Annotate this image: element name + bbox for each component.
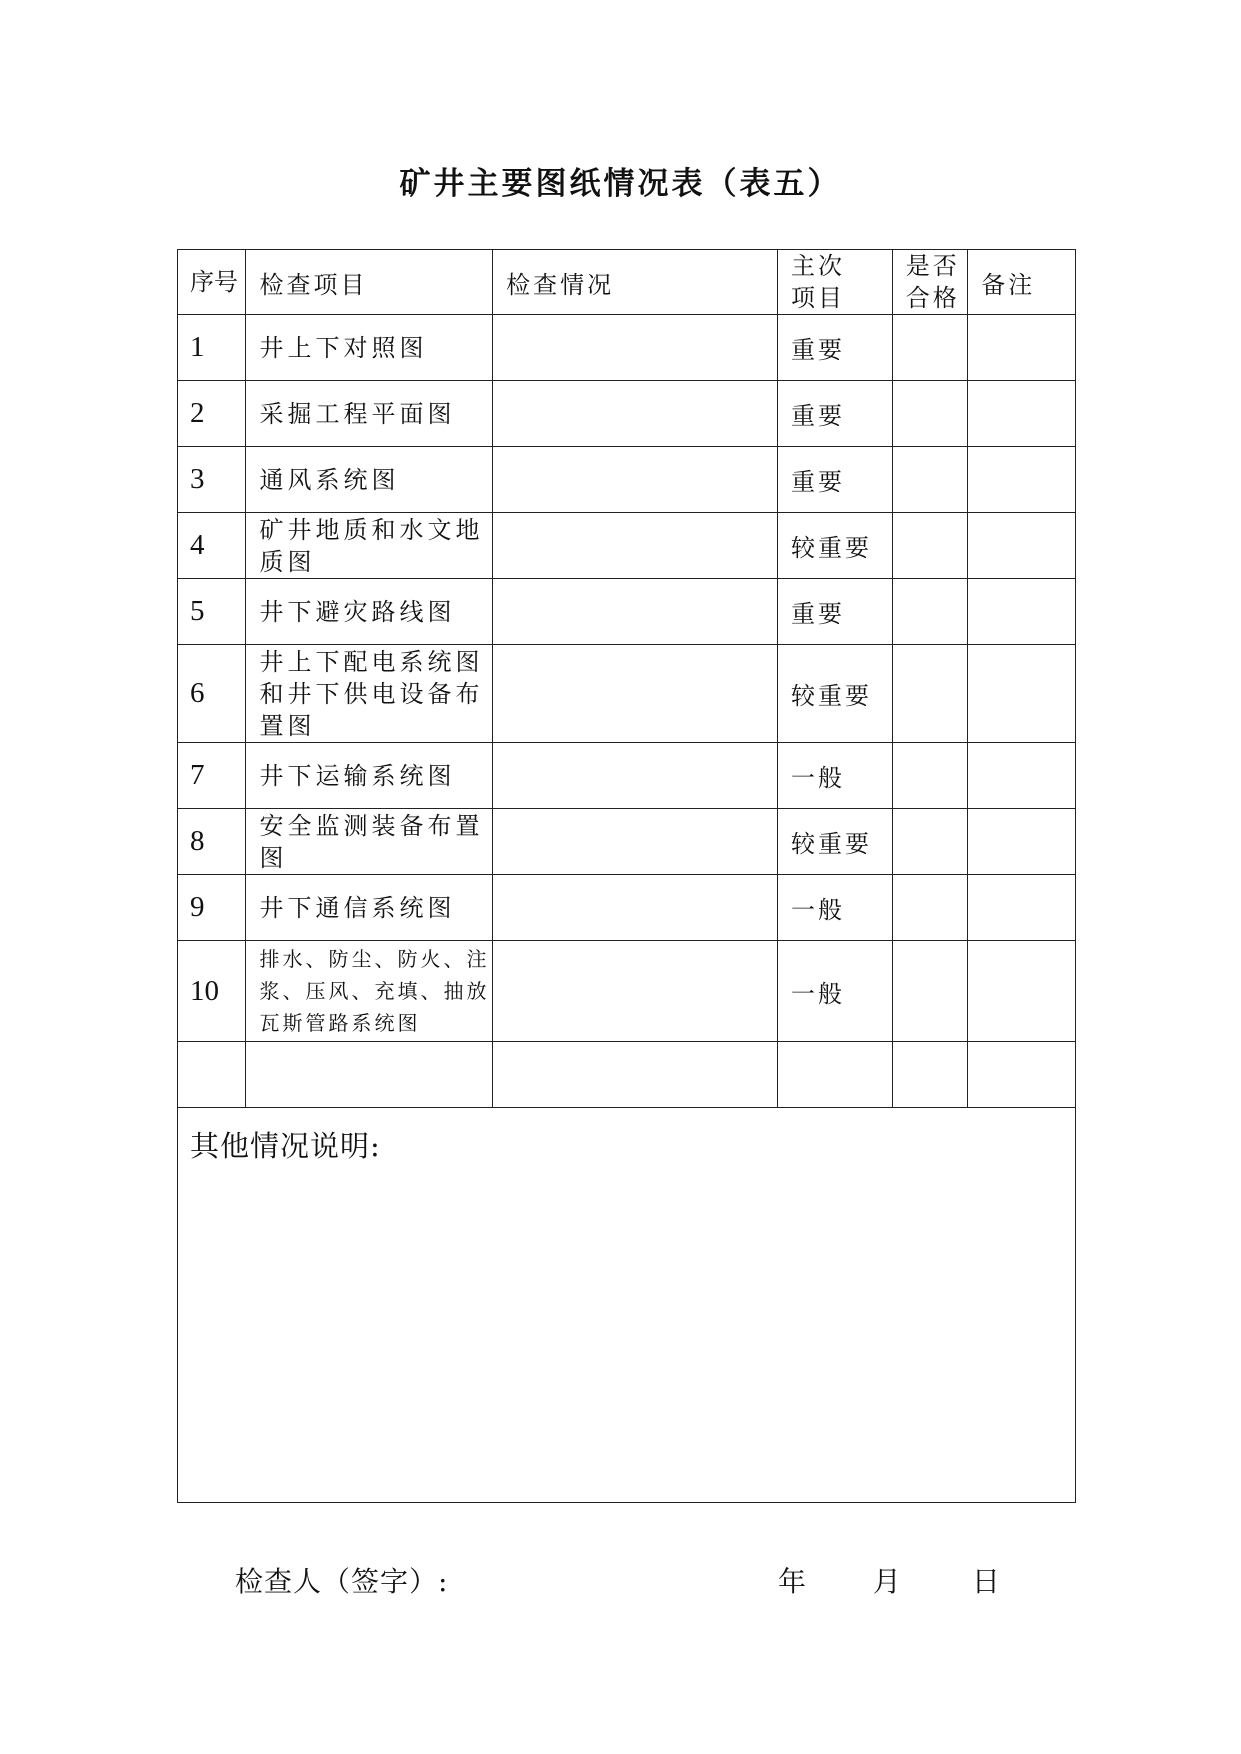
row-remark-field[interactable] — [968, 941, 1076, 1042]
row-type: 一般 — [777, 941, 892, 1042]
row-qualified-field[interactable] — [892, 875, 968, 941]
row-item: 通风系统图 — [246, 447, 493, 513]
row-qualified-field[interactable] — [892, 513, 968, 579]
row-item: 井上下对照图 — [246, 315, 493, 381]
header-type — [777, 250, 892, 315]
row-remark-field[interactable] — [968, 381, 1076, 447]
row-no: 8 — [178, 809, 246, 875]
header-type-label: 主次项目 — [790, 252, 845, 312]
row-status-field[interactable] — [493, 1042, 778, 1108]
row-remark-field[interactable] — [968, 315, 1076, 381]
row-item: 矿井地质和水文地质图 — [246, 513, 493, 579]
row-qualified-field[interactable] — [892, 809, 968, 875]
row-type[interactable] — [777, 1042, 892, 1108]
day-label: 日 — [971, 1565, 1000, 1598]
row-type: 一般 — [777, 875, 892, 941]
row-qualified-field[interactable] — [892, 447, 968, 513]
header-qualified — [892, 250, 968, 315]
row-no: 6 — [178, 645, 246, 743]
table-row — [178, 941, 1076, 1042]
row-item: 采掘工程平面图 — [246, 381, 493, 447]
row-qualified-field[interactable] — [892, 315, 968, 381]
table-row — [178, 513, 1076, 579]
row-remark-field[interactable] — [968, 875, 1076, 941]
row-item: 井下运输系统图 — [246, 743, 493, 809]
table-row — [178, 645, 1076, 743]
header-status: 检查情况 — [493, 250, 778, 315]
date-line — [778, 1560, 1000, 1600]
row-status-field[interactable] — [493, 941, 778, 1042]
row-type: 重要 — [777, 579, 892, 645]
header-item: 检查项目 — [246, 250, 493, 315]
table-row — [178, 809, 1076, 875]
row-status-field[interactable] — [493, 315, 778, 381]
row-type: 重要 — [777, 447, 892, 513]
row-item: 安全监测装备布置图 — [246, 809, 493, 875]
page-title: 矿井主要图纸情况表（表五） — [399, 166, 842, 202]
row-qualified-field[interactable] — [892, 579, 968, 645]
year-label: 年 — [778, 1565, 807, 1598]
row-no: 9 — [178, 875, 246, 941]
table-row — [178, 875, 1076, 941]
row-type: 较重要 — [777, 513, 892, 579]
table-row — [178, 447, 1076, 513]
row-no: 7 — [178, 743, 246, 809]
row-status-field[interactable] — [493, 579, 778, 645]
row-item[interactable] — [246, 1042, 493, 1108]
row-no: 10 — [178, 941, 246, 1042]
inspector-signature-label: 检查人（签字）: — [235, 1565, 449, 1598]
row-remark-field[interactable] — [968, 579, 1076, 645]
notes-row — [178, 1108, 1076, 1503]
row-status-field[interactable] — [493, 743, 778, 809]
table-row-blank — [178, 1042, 1076, 1108]
row-item: 排水、防尘、防火、注浆、压风、充填、抽放瓦斯管路系统图 — [246, 941, 493, 1042]
row-status-field[interactable] — [493, 447, 778, 513]
row-qualified-field[interactable] — [892, 645, 968, 743]
notes-field[interactable] — [178, 1108, 1076, 1503]
row-type: 重要 — [777, 381, 892, 447]
row-remark-field[interactable] — [968, 513, 1076, 579]
row-status-field[interactable] — [493, 875, 778, 941]
table-row — [178, 579, 1076, 645]
row-item: 井下避灾路线图 — [246, 579, 493, 645]
notes-label: 其他情况说明: — [190, 1129, 381, 1163]
row-status-field[interactable] — [493, 381, 778, 447]
row-no: 2 — [178, 381, 246, 447]
table-row — [178, 381, 1076, 447]
row-type: 一般 — [777, 743, 892, 809]
header-no: 序号 — [178, 250, 246, 315]
header-qualified-label: 是否合格 — [905, 252, 960, 312]
row-no: 4 — [178, 513, 246, 579]
header-remark: 备注 — [968, 250, 1076, 315]
row-qualified-field[interactable] — [892, 941, 968, 1042]
row-type: 较重要 — [777, 809, 892, 875]
row-item: 井下通信系统图 — [246, 875, 493, 941]
row-no: 5 — [178, 579, 246, 645]
month-label: 月 — [872, 1565, 901, 1598]
table-header-row — [178, 250, 1076, 315]
row-remark-field[interactable] — [968, 645, 1076, 743]
table-row — [178, 743, 1076, 809]
row-remark-field[interactable] — [968, 1042, 1076, 1108]
row-qualified-field[interactable] — [892, 381, 968, 447]
row-remark-field[interactable] — [968, 809, 1076, 875]
row-type: 较重要 — [777, 645, 892, 743]
row-status-field[interactable] — [493, 809, 778, 875]
row-qualified-field[interactable] — [892, 1042, 968, 1108]
row-status-field[interactable] — [493, 513, 778, 579]
row-item: 井上下配电系统图和井下供电设备布置图 — [246, 645, 493, 743]
row-remark-field[interactable] — [968, 447, 1076, 513]
row-qualified-field[interactable] — [892, 743, 968, 809]
row-type: 重要 — [777, 315, 892, 381]
row-no: 1 — [178, 315, 246, 381]
drawings-check-table — [177, 249, 1076, 1503]
row-remark-field[interactable] — [968, 743, 1076, 809]
row-status-field[interactable] — [493, 645, 778, 743]
table-row — [178, 315, 1076, 381]
row-no[interactable] — [178, 1042, 246, 1108]
row-no: 3 — [178, 447, 246, 513]
